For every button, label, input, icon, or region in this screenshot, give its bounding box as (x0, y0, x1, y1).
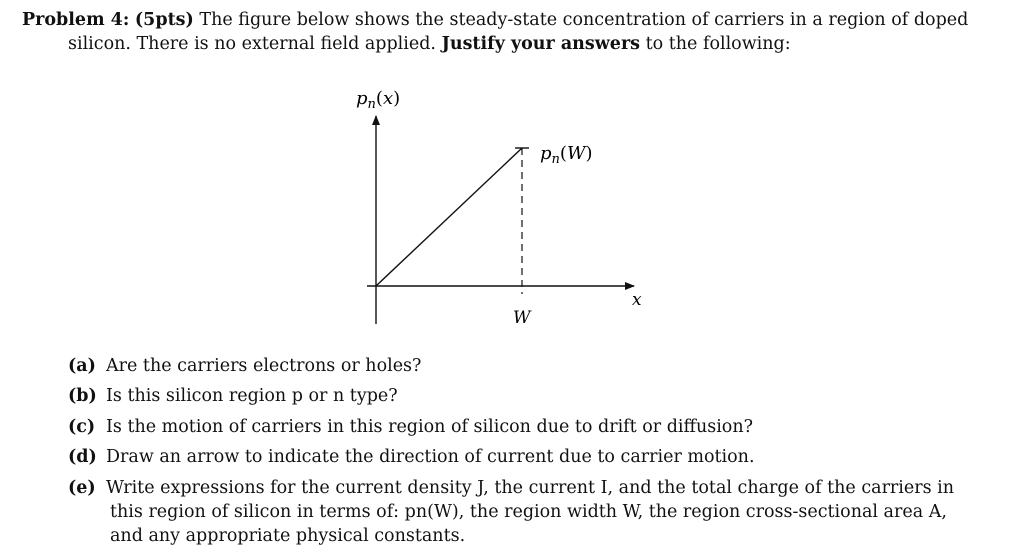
question-label: (d) (68, 447, 97, 467)
problem-points: (5pts) (134, 10, 194, 30)
question-e (68, 476, 968, 548)
problem-label: Problem 4: (22, 10, 130, 30)
concentration-line (376, 148, 522, 286)
question-text: Draw an arrow to indicate the direction of current due to carrier motion. (106, 447, 755, 467)
question-label: (a) (68, 356, 96, 376)
question-label: (b) (68, 386, 97, 406)
problem-intro-2b: to the following: (645, 34, 791, 54)
peak-label: $p_n(W)$ (540, 143, 593, 167)
question-text: Is this silicon region p or n type? (106, 386, 398, 406)
question-text-line2: this region of silicon in terms of: pn(W), the region width W, the region cross-sectional area A, (110, 502, 947, 522)
question-b (68, 384, 968, 408)
y-axis-label: $p_n(x)$ (356, 88, 401, 112)
question-text: Are the carriers electrons or holes? (106, 356, 422, 376)
problem-intro-2a: silicon. There is no external field applied. (68, 34, 436, 54)
question-label: (e) (68, 478, 96, 498)
question-d (68, 445, 968, 469)
problem-intro-bold: Justify your answers (441, 34, 641, 54)
question-text-line1: Write expressions for the current density J, the current I, and the total charge of the carriers in (106, 478, 955, 498)
question-label: (c) (68, 417, 96, 437)
question-text-line3: and any appropriate physical constants. (110, 526, 466, 546)
question-a (68, 354, 968, 378)
question-c (68, 415, 968, 439)
problem-intro-1: The figure below shows the steady-state concentration of carriers in a region of doped (199, 10, 969, 30)
question-text: Is the motion of carriers in this region of silicon due to drift or diffusion? (106, 417, 753, 437)
w-tick-label: W (513, 308, 531, 328)
x-axis-label: x (632, 290, 642, 310)
